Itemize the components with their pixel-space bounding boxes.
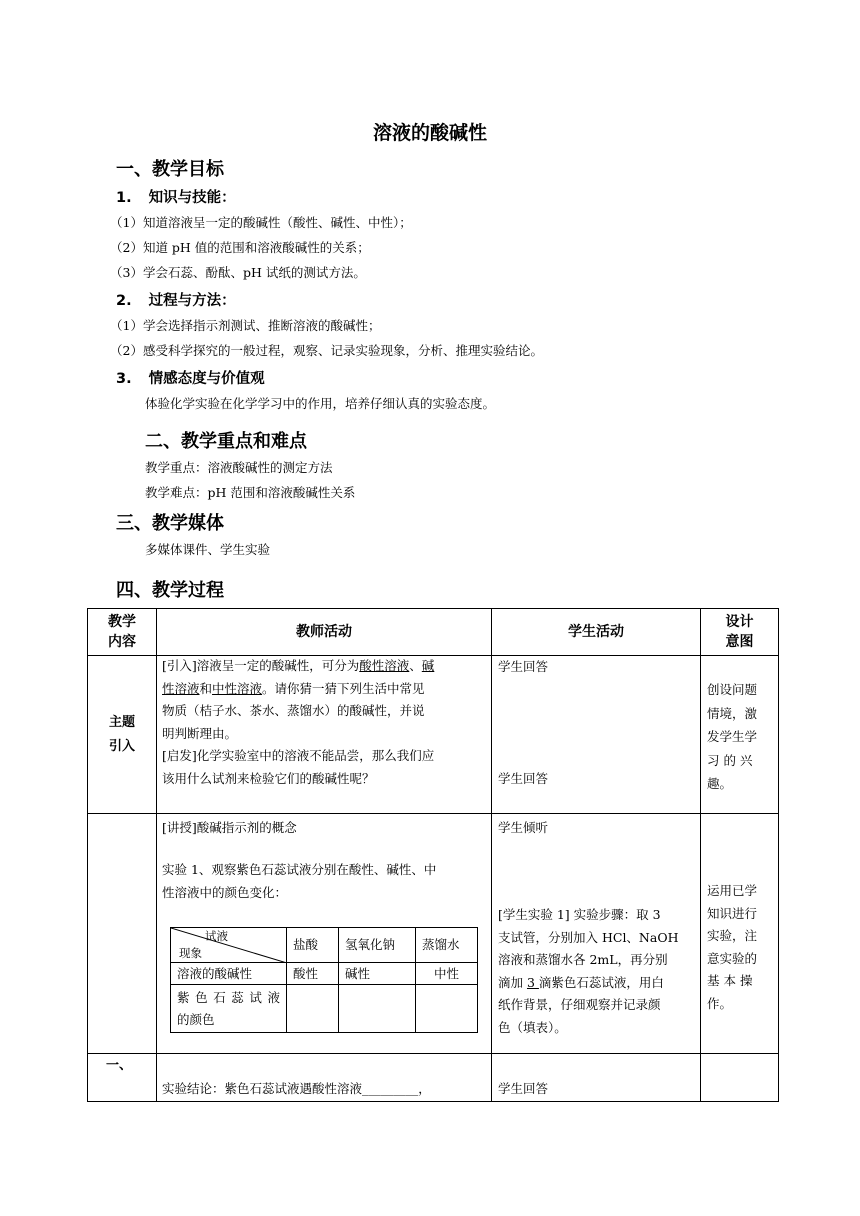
attitude-text: 体验化学实验在化学学习中的作用，培养仔细认真的实验态度。 xyxy=(145,396,496,411)
objective-item: （1）知道溶液呈一定的酸碱性（酸性、碱性、中性）； xyxy=(110,215,412,230)
row-content-intro: 主题 引入 xyxy=(88,656,157,814)
row-student-activity: 学生回答 学生回答 xyxy=(492,656,701,814)
row-teacher-activity: [引入]溶液呈一定的酸碱性，可分为酸性溶液、碱 性溶液和中性溶液。请你猜一猜下列生活中常见 物质（桔子水、茶水、蒸馏水）的酸碱性，并说 明判断理由。 [启发]化学实验室中的溶液不能品尝，那么我们应 该用什么试剂来检验它们的酸碱性呢？ xyxy=(157,656,492,814)
section-heading-process: 四、教学过程 xyxy=(116,580,224,601)
header-teacher: 教师活动 xyxy=(157,609,492,656)
header-design: 设计 意图 xyxy=(701,609,779,656)
subheading-number: 1. xyxy=(116,190,132,206)
inner-row-color: 紫色石蕊试液 的颜色 xyxy=(171,985,478,1033)
row-teacher-activity: 实验结论：紫色石蕊试液遇酸性溶液_________， xyxy=(157,1054,492,1102)
objective-item: （1）学会选择指示剂测试、推断溶液的酸碱性； xyxy=(110,318,381,333)
term-acidic: 酸性溶液 xyxy=(359,658,410,673)
row-content-empty xyxy=(88,814,157,1054)
subheading-process xyxy=(116,289,236,310)
section-heading-media: 三、教学媒体 xyxy=(116,513,224,534)
section-heading-key-points: 二、教学重点和难点 xyxy=(145,431,307,452)
header-student: 学生活动 xyxy=(492,609,701,656)
header-content: 教学 内容 xyxy=(88,609,157,656)
media-text: 多媒体课件、学生实验 xyxy=(145,542,271,557)
inner-header-row: 试液 现象 盐酸 氢氧化钠 蒸馏水 xyxy=(171,928,478,963)
subheading-label: 情感态度与价值观 xyxy=(148,371,265,387)
inner-row-acidity: 溶液的酸碱性 酸性 碱性 中性 xyxy=(171,963,478,985)
blank-answer-cell[interactable] xyxy=(416,985,478,1033)
row-teacher-activity: [讲授]酸碱指示剂的概念 实验 1、观察紫色石蕊试液分别在酸性、碱性、中 性溶液中的颜色变化： 试液 现象 盐酸 氢氧化钠 蒸馏水 溶液的酸碱性 酸性 碱性 中性 紫色石蕊试液 的颜色 xyxy=(157,814,492,1054)
term-alkaline: 性溶液 xyxy=(162,680,200,696)
blank-answer-cell[interactable] xyxy=(287,985,339,1033)
document-title: 溶液的酸碱性 xyxy=(372,122,487,144)
table-header-row xyxy=(88,609,779,656)
objective-item: （3）学会石蕊、酚酞、pH 试纸的测试方法。 xyxy=(110,265,366,280)
row-design-intent: 运用已学 知识进行 实验，注 意实验的 基 本 操 作。 xyxy=(701,814,779,1054)
subheading-number: 2. xyxy=(116,293,132,309)
section-heading-objectives: 一、教学目标 xyxy=(116,159,224,180)
table-row xyxy=(88,1054,779,1102)
difficult-point-text: 教学难点：pH 范围和溶液酸碱性关系 xyxy=(145,485,356,500)
subheading-label: 知识与技能： xyxy=(148,190,236,206)
row-design-intent xyxy=(701,1054,779,1102)
subheading-label: 过程与方法： xyxy=(148,293,236,309)
row-student-activity: 学生回答 xyxy=(492,1054,701,1102)
blank-answer-cell[interactable] xyxy=(339,985,416,1033)
row-content-part-one: 一、 xyxy=(88,1054,157,1102)
row-design-intent: 创设问题 情境，激 发学生学 习 的 兴 趣。 xyxy=(701,656,779,814)
teaching-process-table xyxy=(87,608,779,1102)
table-row xyxy=(88,814,779,1054)
diagonal-header-cell: 试液 现象 xyxy=(171,928,287,963)
term-neutral: 中性溶液 xyxy=(212,680,263,696)
litmus-observation-table xyxy=(170,927,478,1033)
subheading-attitude xyxy=(116,367,265,388)
subheading-knowledge xyxy=(116,186,236,207)
objective-item: （2）感受科学探究的一般过程，观察、记录实验现象，分析、推理实验结论。 xyxy=(110,343,543,358)
subheading-number: 3. xyxy=(116,371,132,387)
key-point-text: 教学重点：溶液酸碱性的测定方法 xyxy=(145,460,333,475)
objective-item: （2）知道 pH 值的范围和溶液酸碱性的关系； xyxy=(110,240,370,255)
table-row xyxy=(88,656,779,814)
row-student-activity: 学生倾听 [学生实验 1] 实验步骤：取 3 支试管，分别加入 HCl、NaOH 溶液和蒸馏水各 2mL，再分别 滴加 3 滴紫色石蕊试液，用白 纸作背景，仔细观察并记录颜 色（填表）。 xyxy=(492,814,701,1054)
